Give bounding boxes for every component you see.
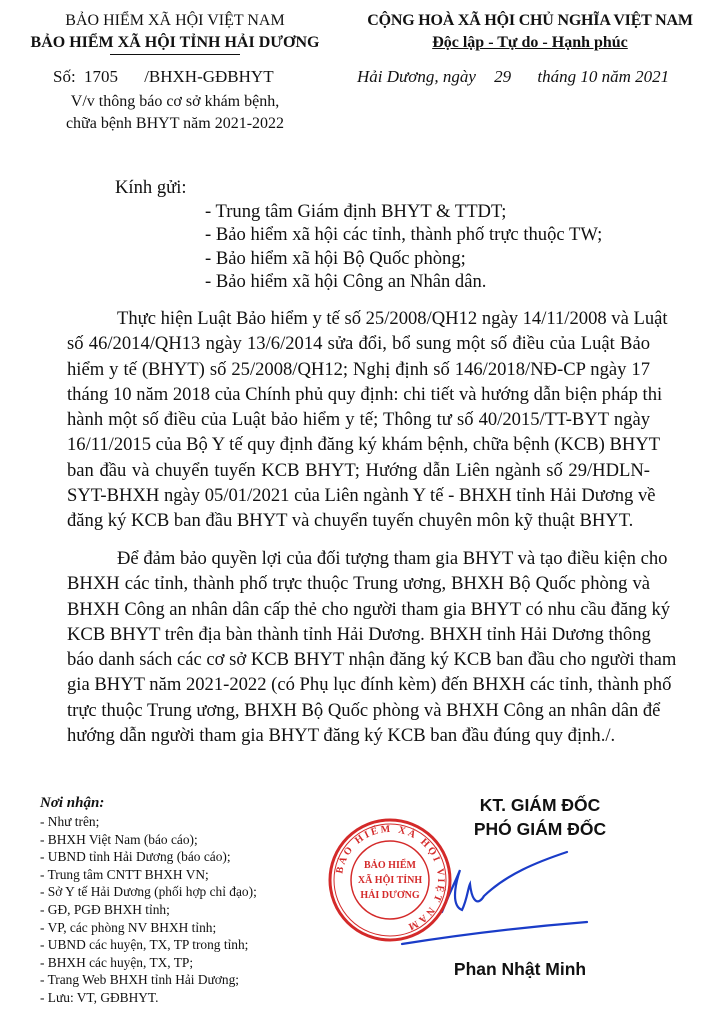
recipient-item: - Lưu: VT, GĐBHYT. bbox=[40, 989, 159, 1005]
addressee-item: - Bảo hiểm xã hội Bộ Quốc phòng; bbox=[205, 247, 466, 269]
paragraph-line: KCB BHYT trên địa bàn thành tỉnh Hải Dương. BHXH tỉnh Hải Dương thông bbox=[67, 623, 651, 645]
number-value: 1705 bbox=[83, 67, 118, 86]
paragraph-line: ban đầu và chuyển tuyến KCB BHYT; Hướng dẫn Liên ngành số 29/HDLN- bbox=[67, 459, 650, 481]
paragraph-line: tháng 10 năm 2018 của Chính phủ quy định: chi tiết và hướng dẫn biện pháp thi bbox=[67, 383, 663, 405]
motto: Độc lập - Tự do - Hạnh phúc bbox=[432, 34, 628, 51]
paragraph-line: trực thuộc Trung ương, BHXH Bộ Quốc phòng và BHXH Công an nhân dân để bbox=[67, 699, 661, 721]
number-suffix: /BHXH-GĐBHYT bbox=[144, 67, 274, 86]
recipient-item: - UBND các huyện, TX, TP trong tỉnh; bbox=[40, 937, 249, 953]
handwritten-signature bbox=[402, 852, 587, 944]
place-date-prefix: Hải Dương, ngày bbox=[357, 67, 476, 86]
document-number bbox=[53, 66, 274, 88]
recipient-item: - Trung tâm CNTT BHXH VN; bbox=[40, 866, 209, 882]
addressees-label: Kính gửi: bbox=[115, 177, 187, 198]
subject-line-2: chữa bệnh BHYT năm 2021-2022 bbox=[65, 115, 285, 132]
signer-name: Phan Nhật Minh bbox=[453, 959, 587, 979]
svg-text:BẢO HIỂM XÃ HỘI VIỆT NAM: BẢO HIỂM XÃ HỘI VIỆT NAM bbox=[334, 823, 447, 933]
svg-text:BẢO HIỂM: BẢO HIỂM bbox=[364, 860, 416, 871]
place-date bbox=[357, 66, 669, 88]
svg-text:XÃ HỘI TỈNH: XÃ HỘI TỈNH bbox=[357, 875, 423, 886]
body-paragraph-1 bbox=[67, 306, 668, 534]
stamp-seal bbox=[330, 820, 450, 940]
addressee-item: - Bảo hiểm xã hội các tỉnh, thành phố trực thuộc TW; bbox=[205, 224, 603, 245]
number-label: Số: bbox=[53, 67, 76, 86]
paragraph-line: báo danh sách các cơ sở KCB BHYT nhận đăng ký KCB ban đầu cho người tham bbox=[67, 649, 677, 671]
recipient-item: - UBND tỉnh Hải Dương (báo cáo); bbox=[40, 849, 231, 865]
paragraph-line: hành một số điều của Luật bảo hiểm y tế; Thông tư số 40/2015/TT-BYT ngày bbox=[67, 409, 650, 431]
recipient-item: - BHXH các huyện, TX, TP; bbox=[40, 954, 194, 970]
addressee-item: - Bảo hiểm xã hội Công an Nhân dân. bbox=[205, 271, 487, 292]
date-day: 29 bbox=[494, 67, 512, 86]
svg-text:HẢI DƯƠNG: HẢI DƯƠNG bbox=[360, 890, 420, 901]
paragraph-line: Để đảm bảo quyền lợi của đối tượng tham gia BHYT và tạo điều kiện cho bbox=[117, 548, 668, 569]
paragraph-line: Thực hiện Luật Bảo hiểm y tế số 25/2008/QH12 ngày 14/11/2008 và Luật bbox=[117, 308, 668, 329]
official-stamp bbox=[322, 812, 622, 957]
paragraph-line: 16/11/2015 của Bộ Y tế quy định đăng ký khám bệnh, chữa bệnh (KCB) BHYT bbox=[67, 434, 661, 456]
paragraph-line: số 46/2014/QH13 ngày 13/6/2014 sửa đổi, bổ sung một số điều của Luật Bảo bbox=[67, 333, 650, 355]
paragraph-line: SYT-BHXH ngày 05/01/2021 của Liên ngành Y tế - BHXH tỉnh Hải Dương về bbox=[67, 485, 656, 507]
recipient-item: - BHXH Việt Nam (báo cáo); bbox=[40, 831, 198, 847]
addressee-item: - Trung tâm Giám định BHYT & TTDT; bbox=[205, 200, 507, 222]
country-name: CỘNG HOÀ XÃ HỘI CHỦ NGHĨA VIỆT NAM bbox=[367, 12, 693, 29]
recipient-item: - VP, các phòng NV BHXH tỉnh; bbox=[40, 919, 217, 935]
agency-name: BẢO HIỂM XÃ HỘI TỈNH HẢI DƯƠNG bbox=[30, 34, 320, 51]
recipient-item: - GĐ, PGĐ BHXH tỉnh; bbox=[40, 901, 170, 917]
paragraph-line: BHXH các tỉnh, thành phố trực thuộc Trung ương, BHXH Bộ Quốc phòng và bbox=[67, 573, 650, 595]
paragraph-line: gia BHYT năm 2021-2022 (có Phụ lục đính kèm) đến BHXH các tỉnh, thành phố bbox=[67, 674, 672, 696]
recipients-label: Nơi nhận: bbox=[40, 795, 105, 811]
date-month-year: tháng 10 năm 2021 bbox=[537, 67, 670, 86]
recipients bbox=[40, 793, 257, 1007]
addressees bbox=[115, 176, 602, 294]
paragraph-line: đăng ký KCB ban đầu BHYT và chuyển tuyến chuyên môn kỹ thuật BHYT. bbox=[67, 510, 634, 532]
recipient-item: - Trang Web BHXH tỉnh Hải Dương; bbox=[40, 972, 239, 988]
paragraph-line: hiểm y tế (BHYT) số 25/2008/QH12; Nghị định số 146/2018/NĐ-CP ngày 17 bbox=[67, 358, 650, 380]
subject-line-1: V/v thông báo cơ sở khám bệnh, bbox=[70, 93, 280, 110]
recipient-item: - Như trên; bbox=[40, 814, 100, 829]
recipient-item: - Sở Y tế Hải Dương (phối hợp chỉ đạo); bbox=[40, 884, 257, 900]
body-paragraph-2 bbox=[67, 546, 677, 748]
agency-underline bbox=[110, 54, 240, 55]
signature-title-1: KT. GIÁM ĐỐC bbox=[479, 795, 601, 815]
paragraph-line: BHXH Công an nhân dân cấp thẻ cho người tham gia BHYT có nhu cầu đăng ký bbox=[67, 598, 671, 620]
paragraph-line: hướng dẫn người tham gia BHYT đăng ký KCB ban đầu đúng quy định./. bbox=[67, 725, 616, 747]
signature-title-2: PHÓ GIÁM ĐỐC bbox=[473, 819, 607, 839]
agency-parent: BẢO HIỂM XÃ HỘI VIỆT NAM bbox=[65, 12, 285, 29]
